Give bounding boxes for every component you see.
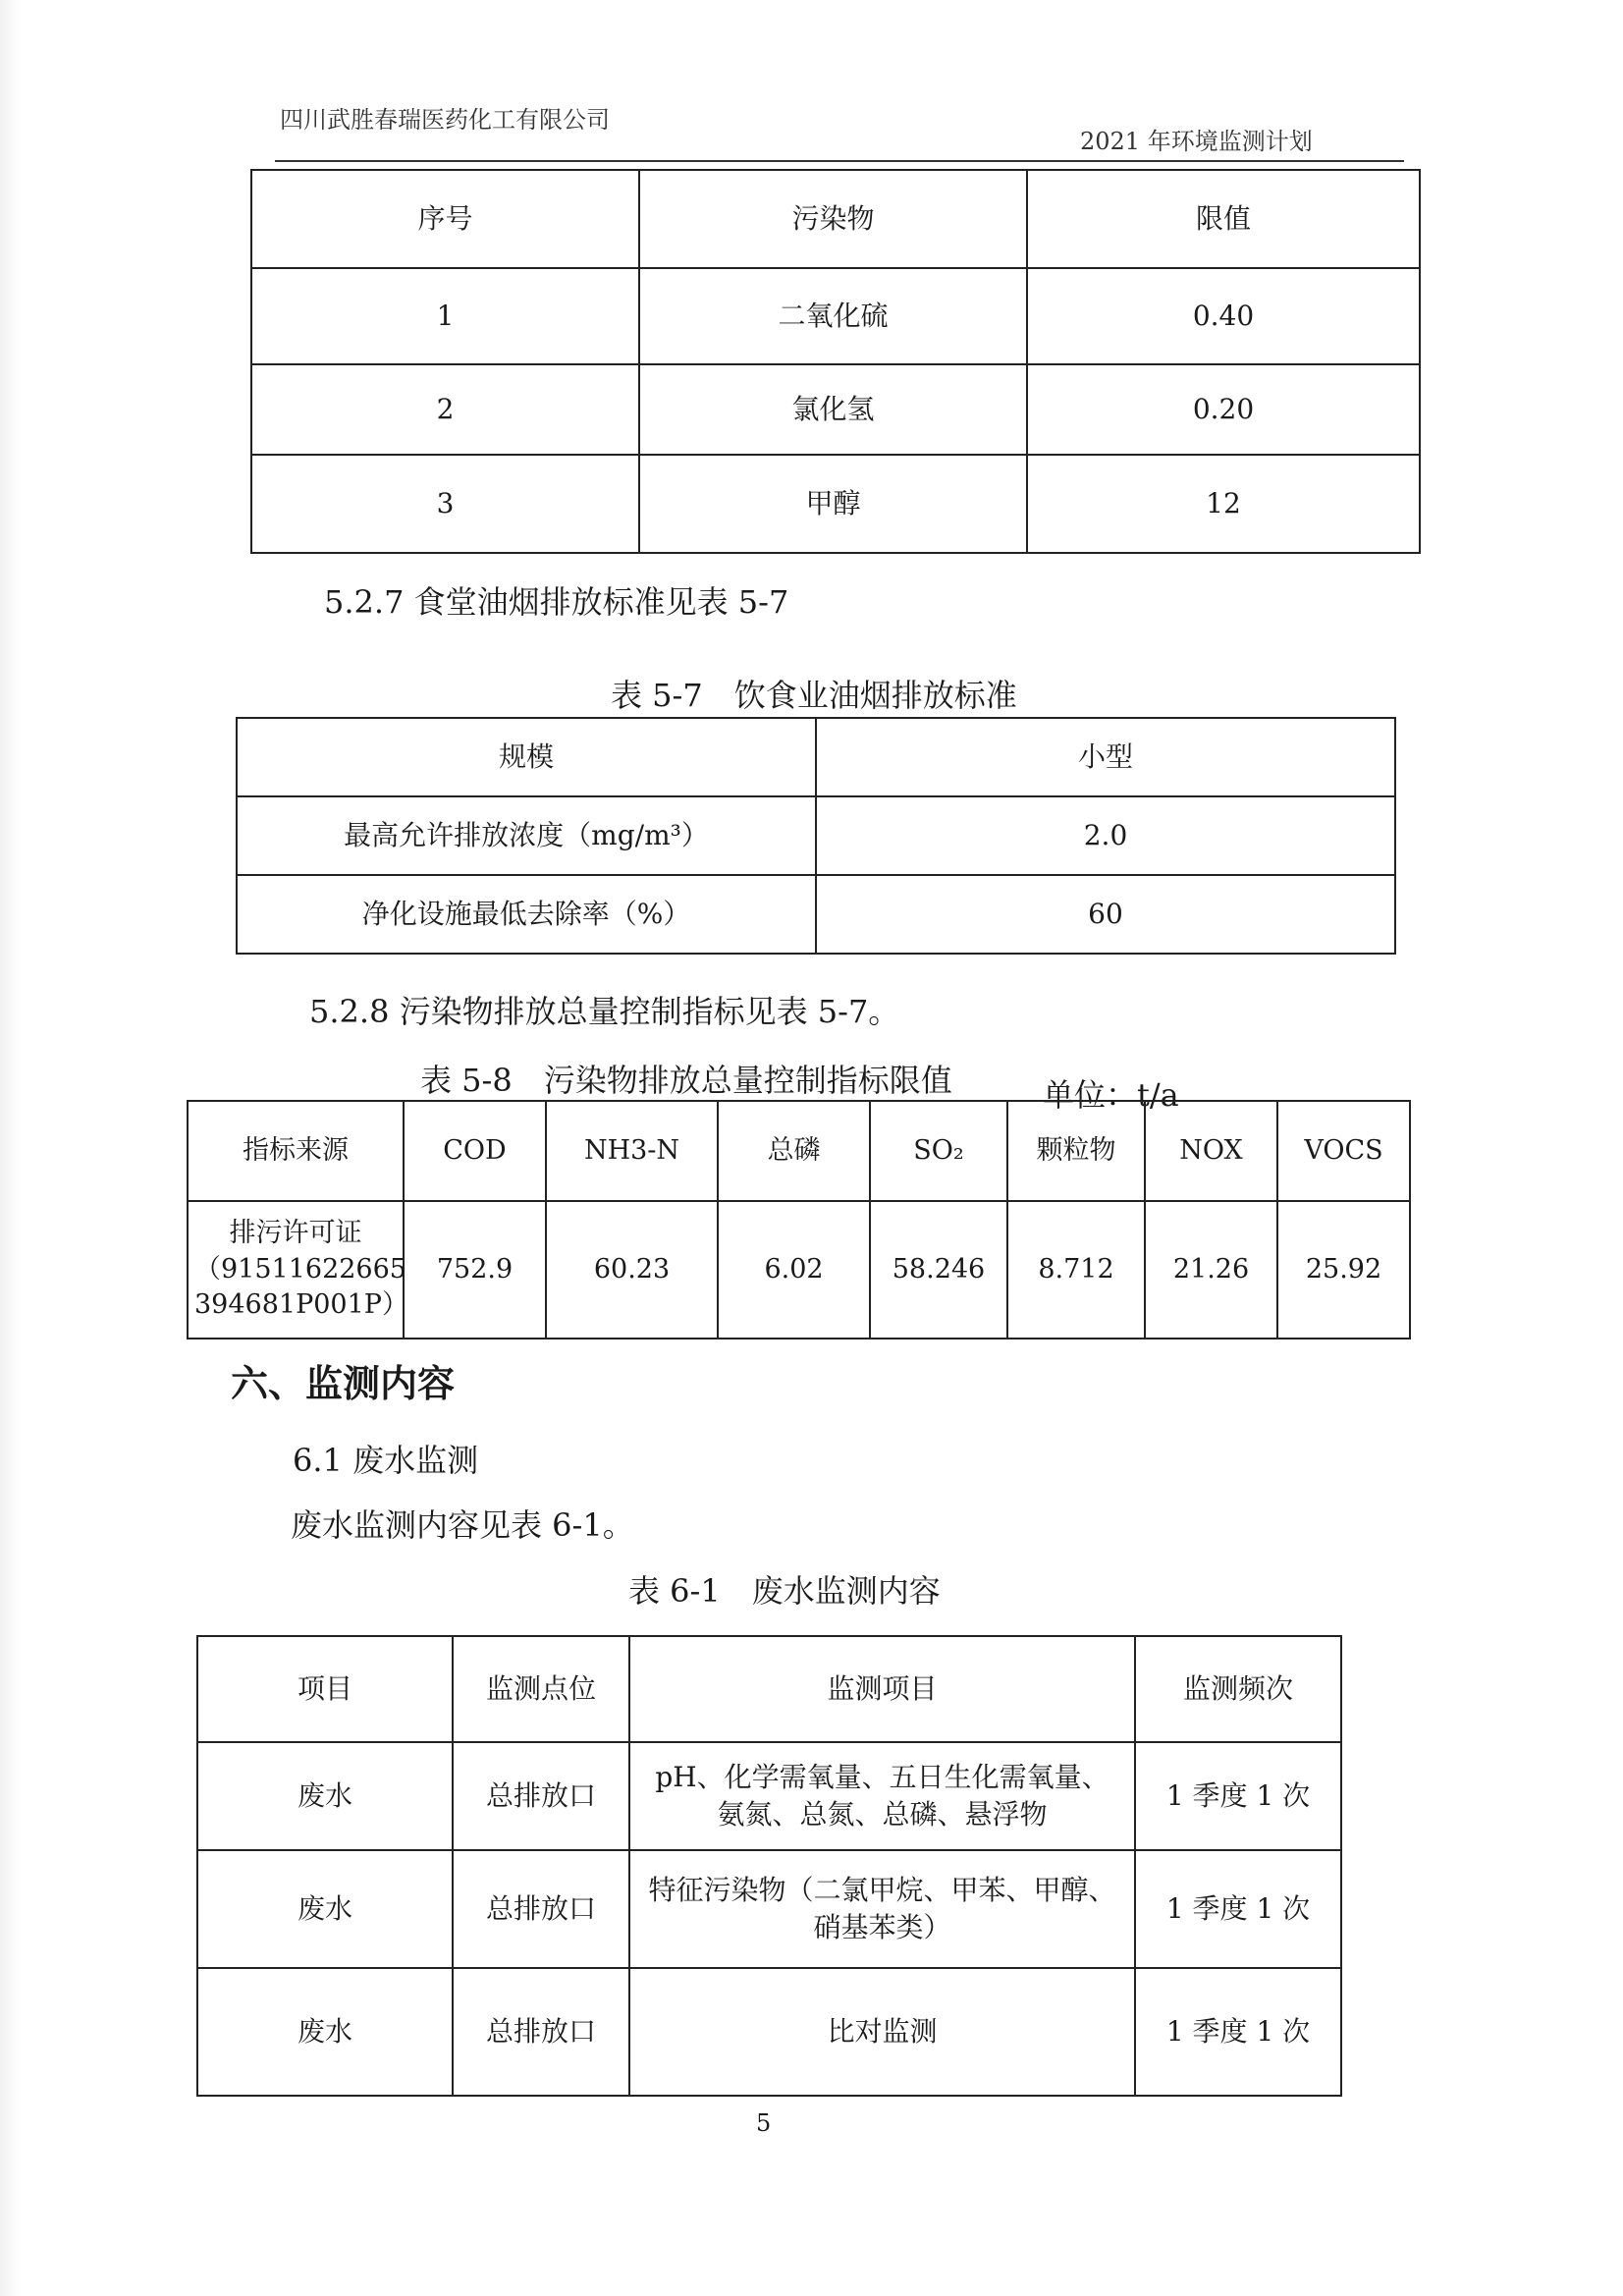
table-cell: 752.9 — [404, 1201, 546, 1339]
section-5-2-7: 5.2.7 食堂油烟排放标准见表 5-7 — [324, 583, 789, 621]
table-row — [251, 455, 1420, 553]
table-cell: 总排放口 — [453, 1968, 629, 2096]
table-cell: 0.40 — [1027, 268, 1420, 364]
header-doc-title: 2021 年环境监测计划 — [1080, 128, 1313, 155]
table-header-cell: NOX — [1145, 1101, 1277, 1201]
table-header-cell: 小型 — [816, 718, 1395, 796]
table-cell-content — [629, 1968, 1135, 2096]
table-header-cell: COD — [404, 1101, 546, 1201]
table-cell: 58.246 — [870, 1201, 1007, 1339]
para-6-1: 废水监测内容见表 6-1。 — [291, 1506, 634, 1544]
table-cell: 1 — [251, 268, 639, 364]
table-row — [251, 364, 1420, 455]
table-cell: 60.23 — [546, 1201, 718, 1339]
table-row — [197, 1636, 1341, 1742]
table-cell: 总排放口 — [453, 1742, 629, 1850]
content-line-1: 比对监测 — [827, 2015, 938, 2049]
table-cell-content — [629, 1850, 1135, 1968]
table-row — [251, 268, 1420, 364]
table-row — [237, 875, 1395, 954]
table-header-cell: 指标来源 — [188, 1101, 404, 1201]
table-header-cell: 监测点位 — [453, 1636, 629, 1742]
header-company: 四川武胜春瑞医药化工有限公司 — [280, 106, 610, 134]
table-6-1 — [196, 1635, 1342, 2097]
table-header-cell: NH3-N — [546, 1101, 718, 1201]
table-cell: 8.712 — [1007, 1201, 1145, 1339]
table-cell: 废水 — [197, 1742, 453, 1850]
table-row — [251, 170, 1420, 268]
source-line-3: 394681P001P） — [194, 1289, 408, 1321]
table-cell: 总排放口 — [453, 1850, 629, 1968]
table-header-cell: 限值 — [1027, 170, 1420, 268]
table-cell: 甲醇 — [639, 455, 1027, 553]
table-header-cell: SO₂ — [870, 1101, 1007, 1201]
table-cell: 1 季度 1 次 — [1135, 1850, 1341, 1968]
table-cell: 最高允许排放浓度（mg/m³） — [237, 796, 816, 875]
caption-table-6-1: 表 6-1 废水监测内容 — [628, 1572, 941, 1610]
table-5-6 — [250, 169, 1421, 554]
table-header-cell: VOCS — [1277, 1101, 1410, 1201]
table-cell: 1 季度 1 次 — [1135, 1968, 1341, 2096]
table-cell: 二氧化硫 — [639, 268, 1027, 364]
table-header-cell: 监测项目 — [629, 1636, 1135, 1742]
table-5-7 — [236, 717, 1396, 955]
table-cell: 2 — [251, 364, 639, 455]
table-row — [237, 718, 1395, 796]
table-cell: 6.02 — [718, 1201, 870, 1339]
section-5-2-8: 5.2.8 污染物排放总量控制指标见表 5-7。 — [309, 993, 900, 1030]
table-row — [188, 1101, 1410, 1201]
table-cell: 1 季度 1 次 — [1135, 1742, 1341, 1850]
table-header-cell: 项目 — [197, 1636, 453, 1742]
table-row — [237, 796, 1395, 875]
content-line-2: 氨氮、总氮、总磷、悬浮物 — [717, 1798, 1048, 1831]
table-cell-source — [188, 1201, 408, 1339]
table-cell: 2.0 — [816, 796, 1395, 875]
table-row — [197, 1850, 1341, 1968]
table-cell-content — [629, 1742, 1135, 1850]
table-cell: 21.26 — [1145, 1201, 1277, 1339]
table-cell: 废水 — [197, 1850, 453, 1968]
table-header-cell: 颗粒物 — [1007, 1101, 1145, 1201]
page-number: 5 — [756, 2109, 772, 2137]
table-cell: 净化设施最低去除率（%） — [237, 875, 816, 954]
table-cell: 12 — [1027, 455, 1420, 553]
table-cell: 0.20 — [1027, 364, 1420, 455]
content-line-1: 特征污染物（二氯甲烷、甲苯、甲醇、 — [648, 1874, 1116, 1907]
table-header-cell: 污染物 — [639, 170, 1027, 268]
source-line-1: 排污许可证 — [229, 1218, 362, 1249]
table-header-cell: 序号 — [251, 170, 639, 268]
header-rule — [275, 160, 1404, 162]
table-header-cell: 规模 — [237, 718, 816, 796]
content-line-2: 硝基苯类） — [813, 1911, 951, 1943]
caption-table-5-7: 表 5-7 饮食业油烟排放标准 — [611, 677, 1017, 714]
table-row — [197, 1742, 1341, 1850]
table-header-cell: 监测频次 — [1135, 1636, 1341, 1742]
table-cell: 25.92 — [1277, 1201, 1410, 1339]
caption-table-5-8: 表 5-8 污染物排放总量控制指标限值 — [420, 1062, 952, 1099]
table-cell: 60 — [816, 875, 1395, 954]
table-cell: 废水 — [197, 1968, 453, 2096]
table-row — [197, 1968, 1341, 2096]
table-header-cell: 总磷 — [718, 1101, 870, 1201]
scan-edge-shadow — [0, 0, 22, 2296]
table-5-8-unit: 单位：t/a — [1043, 1076, 1179, 1114]
table-5-8 — [187, 1100, 1411, 1339]
source-line-2: （91511622665 — [194, 1253, 406, 1285]
section-6-1: 6.1 废水监测 — [293, 1442, 479, 1479]
table-cell: 氯化氢 — [639, 364, 1027, 455]
table-row — [188, 1201, 1410, 1339]
content-line-1: pH、化学需氧量、五日生化需氧量、 — [655, 1761, 1109, 1794]
table-cell: 3 — [251, 455, 639, 553]
section-6-heading: 六、监测内容 — [231, 1361, 456, 1405]
